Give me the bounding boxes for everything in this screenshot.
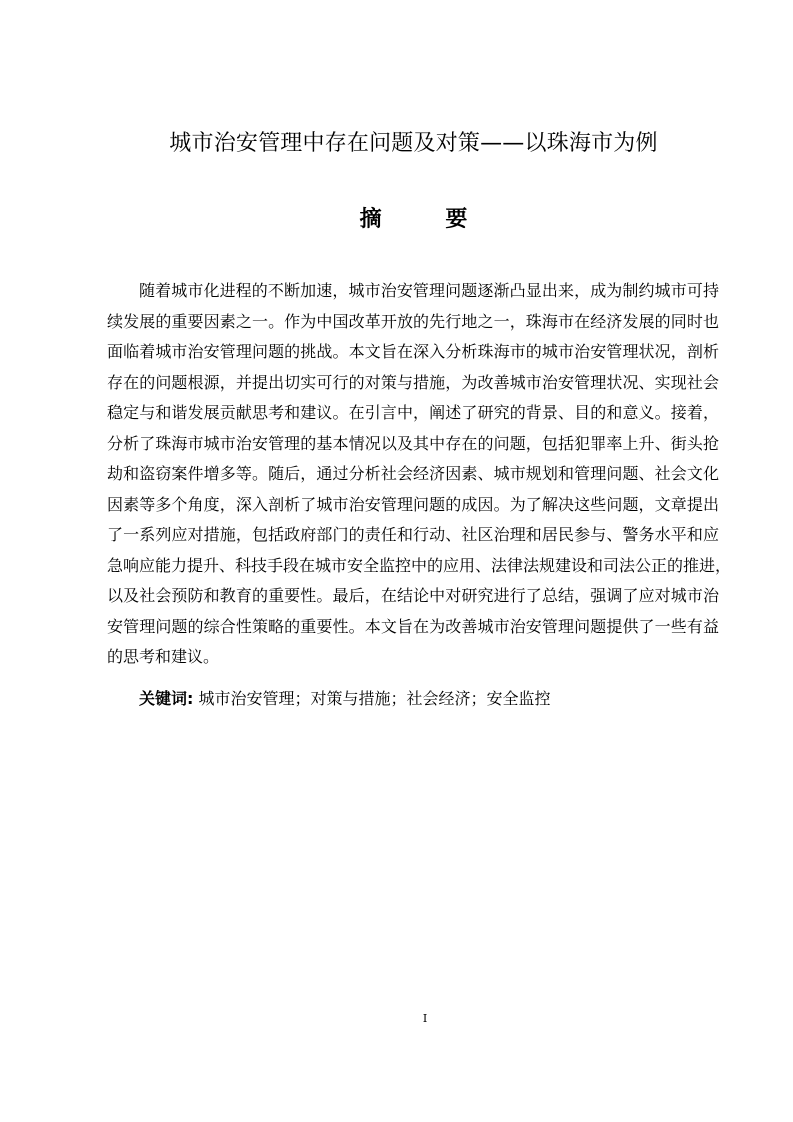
keywords-text: 城市治安管理；对策与措施；社会经济；安全监控 [198,689,551,708]
abstract-line: 稳定与和谐发展贡献思考和建议。在引言中，阐述了研究的背景、目的和意义。接着， [107,403,719,422]
abstract-line: 安管理问题的综合性策略的重要性。本文旨在为改善城市治安管理问题提供了一些有益 [107,616,719,636]
paper-title: 城市治安管理中存在问题及对策——以珠海市为例 [169,131,658,156]
abstract-line: 因素等多个角度，深入剖析了城市治安管理问题的成因。为了解决这些问题，文章提出 [107,494,719,514]
abstract-line: 分析了珠海市城市治安管理的基本情况以及其中存在的问题，包括犯罪率上升、街头抢 [107,433,719,453]
keywords-label: 关键词: [139,689,194,708]
keywords-line [139,684,551,714]
abstract-line: 随着城市化进程的不断加速，城市治安管理问题逐渐凸显出来，成为制约城市可持 [139,281,719,300]
abstract-line: 面临着城市治安管理问题的挑战。本文旨在深入分析珠海市的城市治安管理状况，剖析 [107,342,719,361]
abstract-line: 续发展的重要因素之一。作为中国改革开放的先行地之一，珠海市在经济发展的同时也 [107,311,719,331]
abstract-line: 急响应能力提升、科技手段在城市安全监控中的应用、法律法规建设和司法公正的推进， [107,555,732,575]
abstract-line: 的思考和建议。 [107,647,220,666]
abstract-body [107,276,732,673]
abstract-line: 存在的问题根源，并提出切实可行的对策与措施，为改善城市治安管理状况、实现社会 [107,372,719,392]
abstract-line: 了一系列应对措施，包括政府部门的责任和行动、社区治理和居民参与、警务水平和应 [107,525,719,544]
abstract-heading: 摘 要 [359,207,496,232]
abstract-line: 劫和盗窃案件增多等。随后，通过分析社会经济因素、城市规划和管理问题、社会文化 [107,464,719,483]
abstract-line: 以及社会预防和教育的重要性。最后，在结论中对研究进行了总结，强调了应对城市治 [107,586,719,605]
page-number: I [422,1012,428,1025]
